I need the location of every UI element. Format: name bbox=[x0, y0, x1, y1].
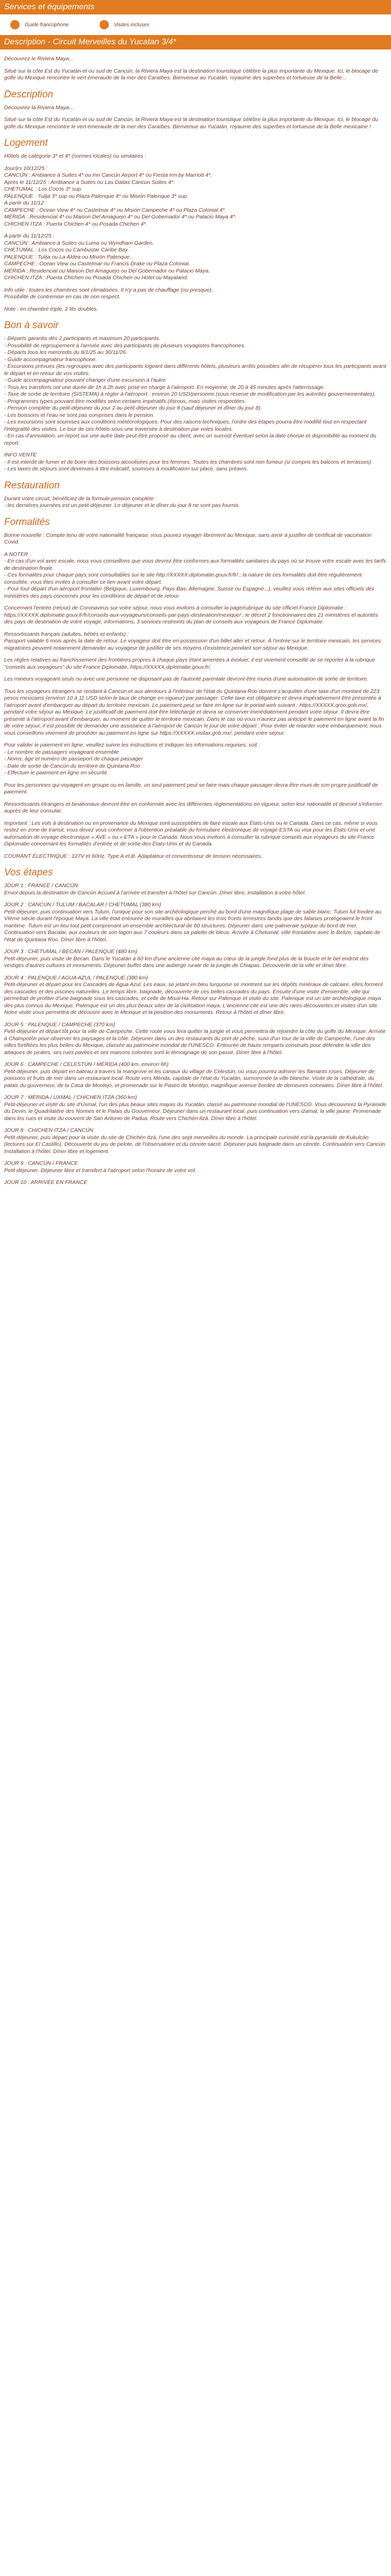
section-paragraph: JOUR 3 : CHETUMAL / BECAN / PALENQUE (480 km) Petit-déjeuner, puis visite de Becan. Dans le Yucatán à 60 km d'une ancienne cité maya au cœur de la jungle fond plus de la boucle et le bel endroit des vestiges d'autres cultures et monuments. Déjeuner buffet dans une auberge rurale de la jungle de Chiapas. Découverte de la ville et diner libre. bbox=[4, 948, 369, 969]
section-paragraph: JOUR 8 : CHICHEN ITZA / CANCÚN Petit-déjeuner, puis départ pour la visite du site de Chichén Itzá, l'une des sept merveilles du monde. La principale curiosité est la pyramide de Kukulcán (lectures sur El Castillo). Découverte du jeu de pelote, de l'observatoire et du cénote sacré. Déjeuner puis baignade dans un cénote. Continuation vers Cancún. Installation à l'hôtel. Dîner libre et logement. bbox=[4, 1127, 386, 1155]
section bbox=[4, 517, 387, 860]
section-paragraph: JOUR 4 : PALENQUE / AGUA AZUL / PALENQUE (380 km) Petit-déjeuner et départ pour les Cascades de Agua Azul. Les eaux, se jetant en bleu turquoise se montrent sur les dépôts minéraux de calcaire, elles forment des cascades et des piscines naturelles. Le temps libre, baignade, découverte de ces belles cascades du pays. Ensuite d'une visite d'ensemble, ville qui permettait de profiter d'une baignade sous les cascades, et celle de Misol Ha. Retour sur Palenque et visite du site. Palenque est un site archéologique maya des plus connus du Mexique, Palenque est un des plus beaux sites de la civilisation maya. L'ancienne cité est une des rares découvertes et visites d'un site. Notre visite vous permettra de découvrir avec le Mexique et la position des monuments. Retour à l'hôtel et dîner libre. bbox=[4, 974, 383, 1015]
section-paragraph: Ressortissants français (adultes, bébés et enfants) : Passport valable 6 mois après la date de retour. Le voyageur doit être en possession d'un billet aller et retour. À l'entrée sur le territoire mexicain, les services migratoires peuvent notamment demander au voyageur de justifier de ses moyens d'existence pendant son séjour au Mexique. bbox=[4, 631, 381, 651]
services-row bbox=[0, 14, 391, 35]
section-heading: Bon à savoir bbox=[4, 320, 59, 331]
content bbox=[0, 49, 391, 1187]
sections bbox=[4, 89, 387, 1187]
section-paragraph: A NOTER - En cas d'un vol avec escale, nous vous conseillons que vous devrez être conformes aux formalités sanitaires du pays où se trouve votre escale avec les tarifs de destination finale. - Ces formalités pour chaque pays sont consultables sur le site http://XXXXX.diplomatie.gouv.fr/fr/ ; la nature de ces formalités doit être régulièrement consultée, vous êtes invités à consulter ce lien avant votre départ. - Pour tout départ d'un aéroport frontalier (Belgique, Luxembourg, Pays-Bas, Allemagne, Suisse ou Espagne...), veuillez vous référer aux sites officiels des ministères des pays concernés pour les conditions de départ et de retour. bbox=[4, 551, 386, 599]
section-paragraph: INFO VENTE - Il est interdit de fumer et de boire des boissons alcoolisées pour les femmes. Toutes les chambres sont non fumeur (si compris les balcons et terrasses). - Les taxes de séjours sont devenues à titre indicatif, soumises à modification sur place, sans préavis. bbox=[4, 452, 372, 472]
section-paragraph: Jour/jrs 10/12/25 : CANCÚN : Ambiance à Suites 4* ou Inn Cancún Airport 4* ou Fiesta Inn by Marriott 4*. Après le 11/12/25 : Ambiance à Suites ou Las Dalias Cancún Suites 4*. CHETUMAL : Los Cocos 3* sup. PALENQUE : Tulija 3* sup ou Plaza Palenque 4* ou Misión Palenque 3* sup. À partir du 11/12 : CAMPECHE : Ocean View 4* ou Castelmar 4* ou Misión Campeche 4* ou Plaza Colonial 4*. MÉRIDA : Residencial 4* ou Maison Del Amaguejo 4* ou Del Gobernador 4* ou Palacio Maya 4*. CHICHEN ITZA : Puerta Chichen 4* ou Posada Chichen 4*. bbox=[4, 165, 237, 227]
section-paragraph: Pour les personnes qui voyagent en groupe ou en famille, un seul paiement peut se faire mais chaque passager devra être muni de son propre justificatif de paiement. bbox=[4, 782, 378, 795]
section-paragraph: Hôtels de catégorie 3* et 4* (normes locales) ou similaires : bbox=[4, 153, 146, 159]
section-paragraph: JOUR 10 : ARRIVÉE EN FRANCE bbox=[4, 1179, 88, 1185]
section-paragraph: Info utile : toutes les chambres sont climatisées. Il n'y a pas de chauffage (ou presque). Possibilité de contremise en cas de non respect. bbox=[4, 286, 213, 300]
section bbox=[4, 480, 387, 510]
intro-paragraph: Situé sur la côte Est du Yucatán et ou sud de Cancún, la Riviera Maya est la destination touristique célèbre la plus importante du Mexique. Ici, le blocage de golfe du Mexique rencontre le vert émeraude de la mer des Caraïbes. Bienvenue au Yucatán, royaume des superbes et tortueuse de la Belle... bbox=[4, 67, 378, 81]
section-heading: Logement bbox=[4, 138, 48, 148]
tours-icon bbox=[100, 20, 109, 29]
section bbox=[4, 138, 387, 313]
section-paragraph: Découvrez la Riviera Maya... bbox=[4, 104, 74, 111]
section-paragraph: JOUR 9 : CANCÚN / FRANCE Petit-déjeuner. Déjeuner libre et transfert à l'aéroport selon l'horaire de votre vol. bbox=[4, 1160, 197, 1174]
section-paragraph: Concernant l'entrée (retour) de Coronavirus sur votre séjour, nous vous invitons à consulter la page/rubrique du site officiel France Diplomatie : https://XXXXX.diplomatie.gouv.fr/fr/conseils-aux-voyageurs/conseils-par-pays-destination/mexique/ ; le décret 2 fonctionnaires des 21 ministères et autorités des pays de destination de votre voyage, informations, 3 services restreints du plan de conseils aux voyageurs de France Diplomatie. bbox=[4, 605, 379, 625]
section bbox=[4, 867, 387, 1187]
section-paragraph: COURANT ÉLECTRIQUE : 127V et 60Hz. Type A et B. Adaptateur et convertisseur de tension nécessaires. bbox=[4, 853, 263, 859]
section-paragraph: Pour valider le paiement en ligne, veuillez suivre les instructions et indiquer les informations requises, soit : - Le nombre de passagers voyageant ensemble - Noms, âge et numéro de passeport de chaque passager - Date de sortie de Cancún du territoire de Quintana Roo - Effectuer le paiement en ligne en sécurité bbox=[4, 742, 260, 776]
section-paragraph: Les mineurs voyageant seuls ou avec une personne ne disposant pas de l'autorité parentale devront être munis d'une autorisation de sortie de territoire. bbox=[4, 676, 369, 682]
section-paragraph: JOUR 6 : CAMPECHE / CELESTÚN / MÉRIDA (400 km, environ 6h) Petit-déjeuner, puis départ en bateau à travers la mangrove et les canaux du village de Celestún, où vous pourrez admirer les flamants roses. Déjeuner de poissons et fruits de mer dans un restaurant local. Route vers Mérida, capitale de l'état du Yucatán, surnommée la ville blanche. Visite de la cathédrale, du palais du gouverneur, de la Casa de Montejo, et promenade sur le Paseo de Montejo, magnifique avenue bordée de demeures coloniales. Dîner libre à l'hôtel. bbox=[4, 1061, 384, 1089]
description-banner: Description - Circuit Merveilles du Yucatan 3/4* bbox=[0, 35, 391, 49]
section-heading: Description bbox=[4, 89, 54, 100]
section-paragraph: Ressortissants étrangers et binationaux devront être en conformité avec les différentes réglementations en vigueur, selon leur nationalité et devront s'informer auprès de leur consulat. bbox=[4, 801, 382, 814]
service-tours-label: Visites incluses bbox=[114, 22, 150, 28]
service-guide-label: Guide francophone bbox=[25, 22, 69, 28]
intro-paragraph: Découvrez le Riviera Maya... bbox=[4, 56, 74, 62]
service-tours bbox=[100, 20, 149, 29]
section-paragraph: Situé sur la côte Est du Yucatán et ou sud de Cancún, la Riviera Maya est la destination touristique célèbre la plus importante du Mexique. Ici, le blocage du golfe du Mexique rencontre le vert émeraude de la mer des Caraïbes. Bienvenue au Yucatán, royaume des superbes et tortueuse de la Belle mexicaine ! bbox=[4, 116, 378, 130]
section-paragraph: JOUR 1 : FRANCE / CANCÚN Envol depuis la destination de Cancún Accueil à l'arrivée et transfert à l'hôtel sur Cancún. Dîner libre, installation à votre hôtel. bbox=[4, 883, 306, 896]
section-paragraph: Tous les voyageurs étrangers se rendant à Cancún et aux alentours à l'intérieur de l'état du Quintana Roo doivent s'acquitter d'une taxe d'un montant de 223 pesos mexicains (environ 10 à 11 USD selon le taux de change en vigueur) par passager. Cette taxe est obligatoire et devra impérativement être présentée à l'aéroport avant d'embarquer au départ du territoire mexicain. Le paiement peut se faire en ligne sur le portail web suivant : https://XXXXX.qroo.gob.mx/, pendant votre séjour au Mexique. Le justificatif de paiement doit être téléchargé et devra se conserver immédiatement pendant votre séjour. Il devra être présenté à l'aéroport avant d'embarquer, au moment de quitter le territoire mexicain. Dans le cas où vous n'auriez pas anticipé le paiement en ligne avant la fin de votre séjour, il est possible de demander une assistance à l'aéroport de Cancún le jour de votre départ : Pour éviter de retarder votre embarquement, nous vous conseillons vivement de procéder au paiement en ligne sur https://XXXXX.visitax.gob.mx/, pendant votre séjour. bbox=[4, 688, 384, 736]
section-paragraph: Les règles relatives au franchissement des frontières propres à chaque pays étant amenées à évoluer, il est vivement conseillé de se reporter à la rubrique "conseils aux voyageurs" du site France Diplomatie, https://XXXXX.diplomatie.gouv.fr/. bbox=[4, 657, 376, 670]
section-paragraph: Note : en chambre triple, 2 lits doubles. bbox=[4, 306, 99, 312]
service-guide bbox=[10, 20, 69, 29]
section-paragraph: - Départs garantis dès 2 participants et maximum 20 participants. - Possibilité de regroupement à l'arrivée avec des participants de plusieurs voyagistes francophones. - Départs tous les mercredis du 8/1/25 au 30/11/26. - Guide accompagnateur francophone. - Excursions prévues (les regroupes avec des participants logeant dans différents hôtels, plusieurs arrêts possibles afin de récupérer tous les participants avant le départ et en retour de vos visites. - Guide accompagnateur pouvant changer d'une excursion à l'autre. - Tous les transferts ont une durée de 1h à 2h avec prise en charge à l'aéroport. En moyenne, de 20 à 45 minutes après l'atterrissage. - Taxe de sortie de territoire (SISTEMA) à régler à l'aéroport : environ 20 USD/personne (sous réserve de modification par les autorités gouvernementales). - Programmes types pouvant être modifiés selon certains impératifs (écrous, mais visites respectées. - Pension complète du petit-déjeuner du jour 2 au petit-déjeuner du jour 8 (sauf déjeuner et dîner du jour 8). - Les boissons et l'eau ne sont pas comprises dans le pension. - Les excursions sont soumises aux conditions météorologiques. Pour des raisons techniques, l'ordre des étapes pourra être modifié tout en respectant l'intégralité des visites. Le tour de ces hôtels sous une traversée à destination par voies locales. - En cas d'annulation, un report sur une autre date peut être proposé au client, avec un surcoût éventuel selon la date choisie et disponibilité au moment du report. bbox=[4, 335, 386, 446]
section-heading: Vos étapes bbox=[4, 867, 53, 878]
section-paragraph: Bonne nouvelle : Compte tenu de votre nationalité française, vous pouvez voyager librement au Mexique, sans avoir à justifier de certificat de vaccination Covid. bbox=[4, 532, 372, 545]
section-paragraph: Important : Les vols à destination ou en provenance du Mexique sont susceptibles de faire escale aux États-Unis ou le Canada. Dans ce cas, même si vous restez en zone de transit, vous devez vous conformer à l'obtention préalable du formulaire électronique de voyage ESTA ou visa pour les États-Unis et une autorisation de voyage électronique « AVE » ou « ETA » pour le Canada. Nous vous invitons à consulter la rubrique conseils aux voyageurs du site France Diplomatie concernant les formalités d'entrée et de sortie des États-Unis et du Canada. bbox=[4, 820, 378, 847]
page bbox=[0, 0, 391, 1187]
section-paragraph: JOUR 5 : PALENQUE / CAMPECHE (370 km) Petit-déjeuner et départ tôt pour la ville de Campeche. Cette route vous fera quitter la jungle et vous permettra de rejoindre la côte du golfe du Mexique. Arrivée à Champotón pour observer les paysages et la côte. Déjeuner dans un des restaurants du port de pêche, suivi d'un tour de la ville de Campeche, l'une des villes fortifiées les plus belles du Mexique, classée au patrimoine mondial de l'UNESCO. Entourée de hauts remparts construits pour défendre la ville des attaques de pirates, ses rues pavées et ses maisons colorées sont le témoignage de son passé. Dîner libre à l'hôtel. bbox=[4, 1021, 386, 1056]
section-paragraph: Durant votre circuit, bénéficiez de la formule pension complète : - les dernières journées est un petit-déjeuner. Le déjeuner et le dîner du jour 8 ne sont pas fournis. bbox=[4, 495, 240, 509]
section-paragraph: JOUR 7 : MÉRIDA / UXMAL / CHICHEN ITZA (360 km) Petit-déjeuner et visite du site d'Uxmal, l'un des plus beaux sites mayas du Yucatán, classé au patrimoine mondial de l'UNESCO. Vous découvrirez la Pyramide du Devin, le Quadrilatère des Nonnes et le Palais du Gouverneur. Déjeuner dans un restaurant local, puis continuation vers Izamal, la ville jaune. Promenade dans les rues et visite du couvent de San Antonio de Padua. Route vers Chichén Itzá. Dîner libre à l'hôtel. bbox=[4, 1094, 386, 1122]
section-paragraph: JOUR 2 : CANCÚN / TULUM / BACALAR / CHETUMAL (380 km) Petit-déjeuner, puis continuation vers Tulum, l'unique pour son site archéologique perché au bord d'une magnifique plage de sable blanc. Tulum fut fondée au VIème siècle durant l'époque Maya. La ville était entourée de murailles qui abritaient les trois fronts terrestres tandis que des falaises protégeaient le front maritime. Tulum est un lieu tout petit comprenant un ensemble architectural de 60 structures. Déjeuner dans une palmeraie typique du bord de mer. Continuation vers Bacalar, aux couleurs de son lagon aux 7 couleurs dans sa palette de bleus. Arrivée à Chetumal, ville frontalière avec le Belize, capitale de l'état de Quintana Roo. Dîner libre à l'hôtel. bbox=[4, 902, 381, 943]
section-heading: Formalités bbox=[4, 516, 50, 528]
section-heading: Restauration bbox=[4, 480, 60, 491]
section bbox=[4, 320, 387, 473]
section-paragraph: À partir du 11/12/25 : CANCÚN : Ambiance à Suites ou Luma ou Wyndham Garden. CHETUMAL : Los Cocos ou Cambustar Caribe Bay. PALENQUE : Tulija ou La Aldea ou Misión Palenque. CAMPECHE : Ocean View ou Castelmar ou Francis Drake ou Plaza Colonial. MÉRIDA : Residencial ou Maison Del Amaguejo ou Del Gobernador ou Palacio Maya. CHICHEN ITZA : Puerta Chichen ou Posada Chichen ou Hotel ou Mayaland. bbox=[4, 233, 210, 281]
services-banner: Services et équipements bbox=[0, 0, 391, 14]
tour-guide-icon bbox=[10, 20, 20, 29]
section bbox=[4, 89, 387, 131]
